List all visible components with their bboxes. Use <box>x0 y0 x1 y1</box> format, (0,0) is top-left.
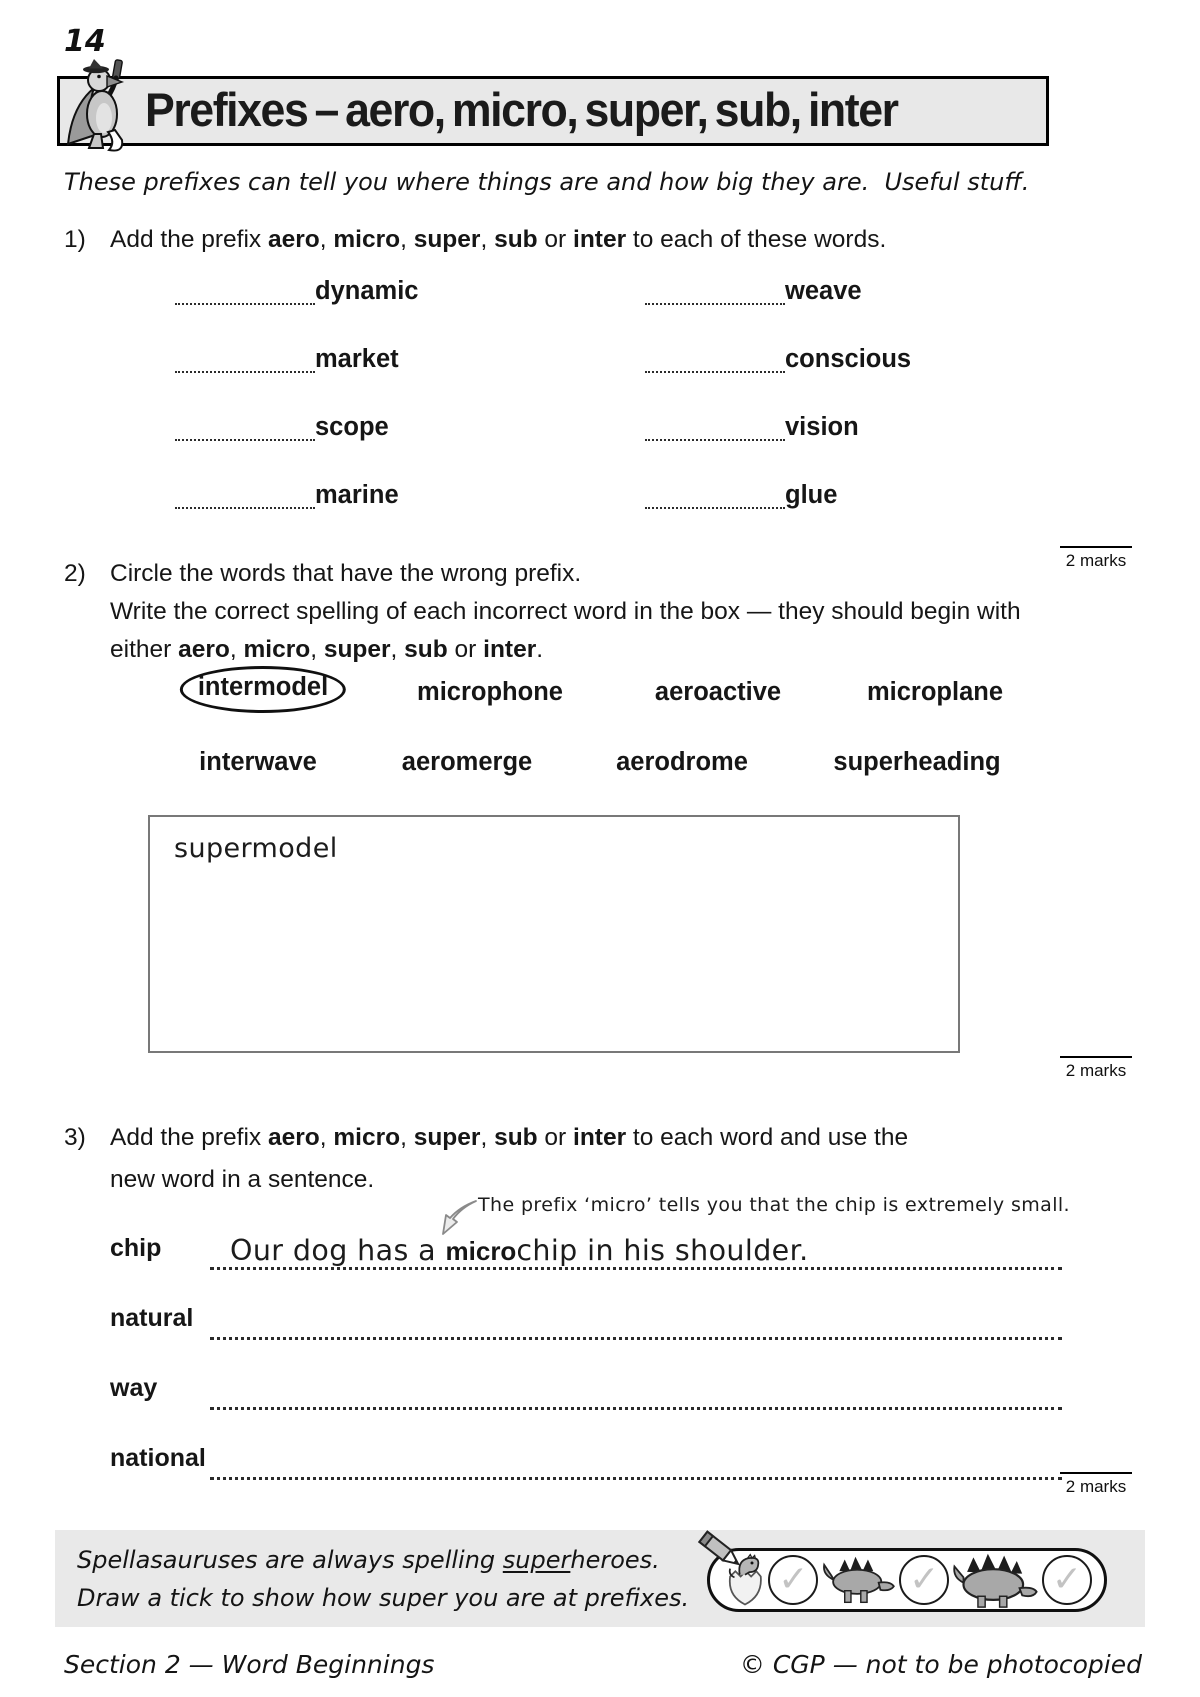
q1-blank-weave[interactable] <box>645 272 785 305</box>
header-banner <box>57 76 1049 146</box>
q2-marks: 2 marks <box>1060 1056 1132 1081</box>
q1-blank-market[interactable] <box>175 340 315 373</box>
q2-word-aeromerge[interactable]: aeromerge <box>401 748 533 776</box>
q1-number: 1) <box>64 226 86 253</box>
q3-chip-answer-after: chip in his shoulder. <box>516 1234 809 1267</box>
q1-prompt: 1) Add the prefix aero, micro, super, sub or inter to each of these words. <box>64 222 886 259</box>
q3-chip-answer-prefix: micro <box>445 1236 517 1266</box>
q2-prompt-line2: Write the correct spelling of each incorrect word in the box — they should begin with <box>110 598 1021 625</box>
copyright-footer: © CGP — not to be photocopied <box>739 1650 1142 1679</box>
footer-note-line2: Draw a tick to show how super you are at prefixes. <box>77 1584 690 1612</box>
q3-number: 3) <box>64 1124 86 1151</box>
q1-item-weave <box>645 274 911 305</box>
q1-item-vision <box>645 410 911 441</box>
q3-label-chip: chip <box>110 1234 162 1262</box>
q3-label-way: way <box>110 1374 158 1402</box>
q1-word-conscious: conscious <box>785 344 912 373</box>
q1-item-marine <box>175 478 645 509</box>
q1-word-dynamic: dynamic <box>315 276 419 305</box>
q2-word-microphone[interactable]: microphone <box>417 678 563 706</box>
tick-mark-3: ✓ <box>1051 1559 1083 1600</box>
tick-circle-2[interactable] <box>899 1555 949 1605</box>
q2-word-aerodrome[interactable]: aerodrome <box>616 748 748 776</box>
q1-blank-dynamic[interactable] <box>175 272 315 305</box>
q1-blank-glue[interactable] <box>645 476 785 509</box>
q2-word-interwave[interactable]: interwave <box>199 748 317 776</box>
q1-blank-conscious[interactable] <box>645 340 785 373</box>
q2-word-intermodel-circled[interactable] <box>180 666 346 713</box>
q1-blank-vision[interactable] <box>645 408 785 441</box>
q3-answer-line-way[interactable] <box>210 1372 1062 1410</box>
q3-prompt-line2: new word in a sentence. <box>110 1166 375 1193</box>
tick-mark-2: ✓ <box>909 1559 940 1600</box>
small-stegosaurus-icon <box>819 1555 899 1605</box>
tick-circle-1[interactable] <box>768 1555 818 1605</box>
q2-word-aeroactive[interactable]: aeroactive <box>654 678 782 706</box>
q3-chip-answer-before: Our dog has a <box>230 1234 446 1267</box>
large-stegosaurus-icon <box>950 1552 1042 1608</box>
q1-answer-grid <box>175 274 911 509</box>
q2-written-answer: supermodel <box>174 833 338 864</box>
q1-word-vision: vision <box>785 412 859 441</box>
q1-word-market: market <box>315 344 399 373</box>
q2-prompt-line1: 2) Circle the words that have the wrong prefix. <box>64 556 581 593</box>
spell-dino-mascot-icon <box>56 58 148 154</box>
self-assessment-pill <box>707 1548 1107 1612</box>
q1-blank-scope[interactable] <box>175 408 315 441</box>
q1-item-glue <box>645 478 911 509</box>
q1-blank-marine[interactable] <box>175 476 315 509</box>
tick-mark-1: ✓ <box>778 1559 809 1600</box>
q1-item-conscious <box>645 342 911 373</box>
q3-label-national: national <box>110 1444 206 1472</box>
q3-label-natural: natural <box>110 1304 194 1332</box>
q2-word-microplane[interactable]: microplane <box>866 678 1004 706</box>
page-number: 14 <box>64 24 106 59</box>
underlined-super: super <box>502 1546 571 1574</box>
q2-word-superheading[interactable]: superheading <box>833 748 1001 776</box>
pencil-icon <box>690 1525 754 1579</box>
q1-item-market <box>175 342 645 373</box>
page-title: Prefixes – aero, micro, super, sub, inter <box>145 83 898 136</box>
q3-hint-note: The prefix ‘micro’ tells you that the chip is extremely small. <box>478 1194 1070 1216</box>
footer-strip <box>55 1530 1145 1627</box>
q2-word-intermodel: intermodel <box>197 673 329 701</box>
section-footer: Section 2 — Word Beginnings <box>64 1650 435 1679</box>
q1-item-dynamic <box>175 274 645 305</box>
q1-word-scope: scope <box>315 412 389 441</box>
footer-note-line1: Spellasauruses are always spelling superheroes. <box>77 1546 660 1574</box>
q2-prompt-line3: either aero, micro, super, sub or inter. <box>110 636 544 663</box>
q3-answer-line-chip[interactable] <box>210 1232 1062 1270</box>
q2-answer-box[interactable] <box>148 815 960 1053</box>
q3-answer-line-natural[interactable] <box>210 1302 1062 1340</box>
q3-answer-line-national[interactable] <box>210 1442 1062 1480</box>
q3-marks: 2 marks <box>1060 1472 1132 1497</box>
intro-note: These prefixes can tell you where things are and how big they are. Useful stuff. <box>64 168 1030 196</box>
q3-prompt-line1: 3) Add the prefix aero, micro, super, sub or inter to each word and use the <box>64 1120 908 1157</box>
q1-marks: 2 marks <box>1060 546 1132 571</box>
q1-word-glue: glue <box>785 480 838 509</box>
q1-word-weave: weave <box>785 276 862 305</box>
q2-number: 2) <box>64 560 86 587</box>
q1-item-scope <box>175 410 645 441</box>
tick-circle-3[interactable] <box>1042 1555 1092 1605</box>
q1-word-marine: marine <box>315 480 399 509</box>
